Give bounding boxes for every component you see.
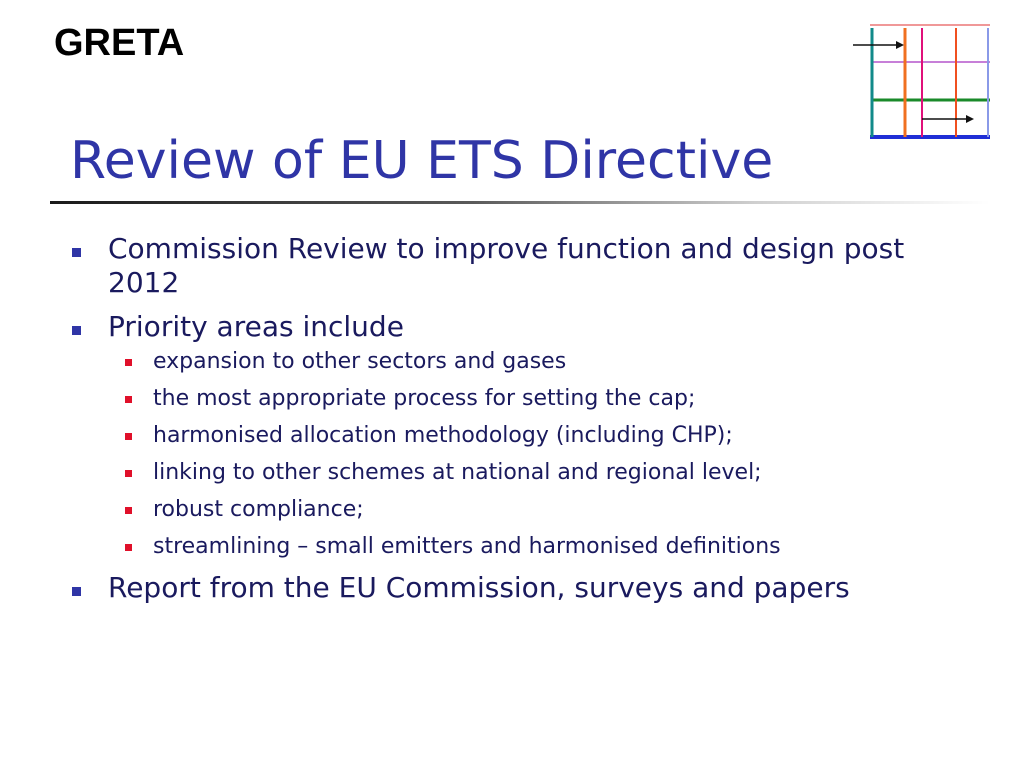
bullet-square-icon — [72, 326, 81, 335]
sub-bullet-text: the most appropriate process for setting the cap; — [153, 386, 696, 411]
sub-bullet-item — [108, 422, 980, 450]
sub-bullet-text: linking to other schemes at national and regional level; — [153, 460, 762, 485]
brand-label: GRETA — [54, 22, 185, 64]
sub-bullet-text: expansion to other sectors and gases — [153, 349, 567, 374]
sub-bullet-item — [108, 385, 980, 413]
bullet-item-priority-areas — [70, 310, 980, 561]
bullet-text: Commission Review to improve function and design post 2012 — [108, 232, 905, 299]
bullet-text: Report from the EU Commission, surveys and papers — [108, 571, 850, 604]
sub-bullet-text: harmonised allocation methodology (including CHP); — [153, 423, 733, 448]
sub-bullet-item — [108, 348, 980, 376]
sub-bullet-square-icon — [125, 396, 132, 403]
sub-bullet-item — [108, 496, 980, 524]
bullet-item-report — [70, 571, 980, 605]
sub-bullet-item — [108, 533, 980, 561]
slide-title: Review of EU ETS Directive — [70, 131, 774, 191]
greta-logo-icon — [850, 20, 992, 140]
bullet-item-commission-review — [70, 232, 980, 300]
sub-bullet-text: streamlining – small emitters and harmonised definitions — [153, 534, 781, 559]
bullet-square-icon — [72, 587, 81, 596]
sub-bullet-square-icon — [125, 507, 132, 514]
sub-bullet-square-icon — [125, 470, 132, 477]
title-divider — [50, 201, 990, 204]
bullet-square-icon — [72, 248, 81, 257]
bullet-list — [70, 232, 980, 615]
sub-bullet-square-icon — [125, 544, 132, 551]
bullet-text: Priority areas include — [108, 310, 404, 343]
sub-bullet-square-icon — [125, 359, 132, 366]
sub-bullet-item — [108, 459, 980, 487]
sub-bullet-square-icon — [125, 433, 132, 440]
sub-bullet-text: robust compliance; — [153, 497, 364, 522]
sub-bullet-list — [108, 348, 980, 561]
